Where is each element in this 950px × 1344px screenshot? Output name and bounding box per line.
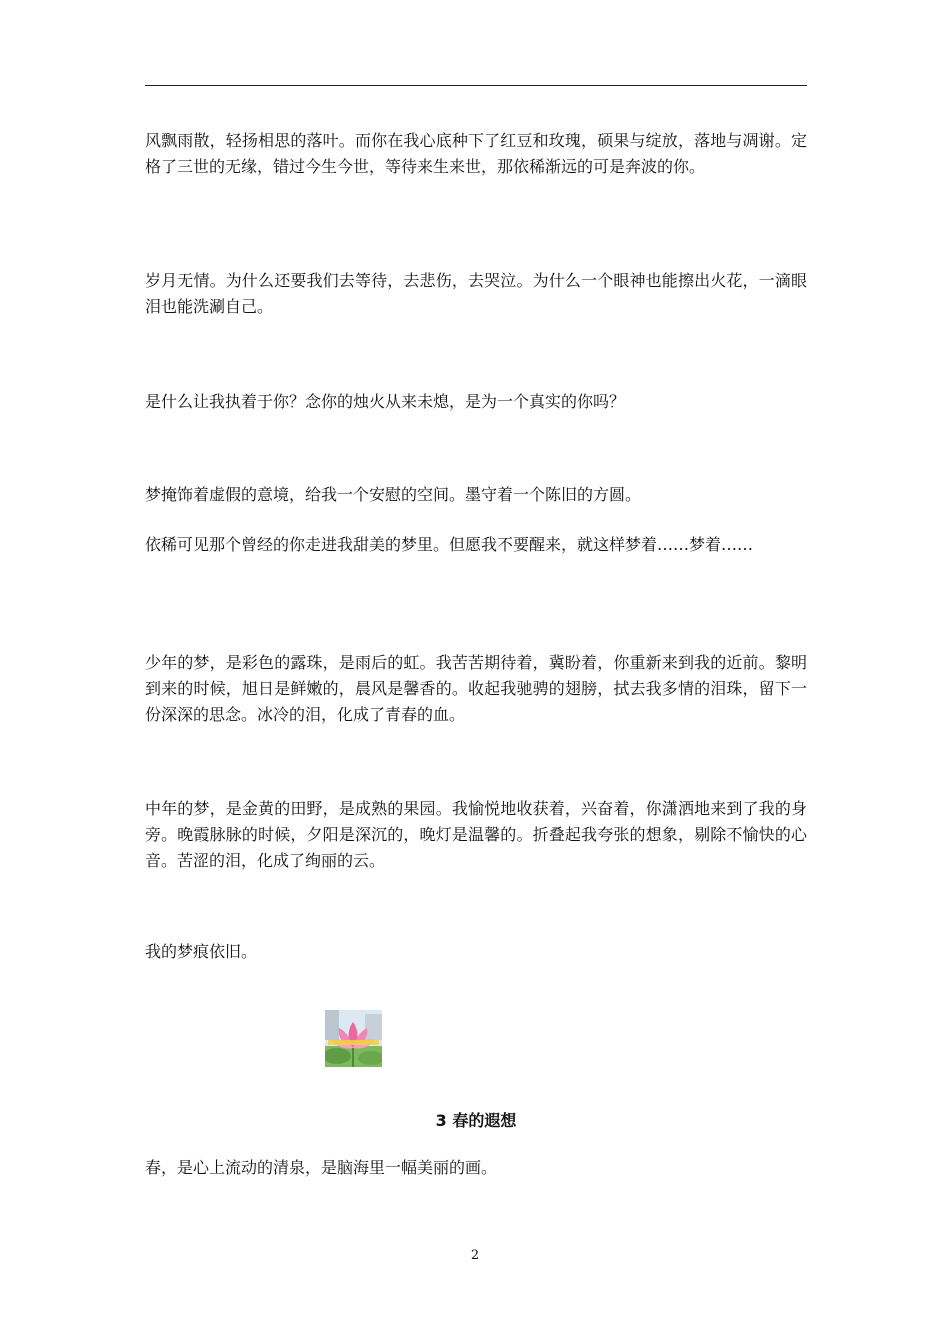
section-first-paragraph: 春，是心上流动的清泉，是脑海里一幅美丽的画。 [145, 1158, 498, 1177]
paragraph-8: 我的梦痕依旧。 [145, 942, 258, 961]
page-number: 2 [470, 1248, 480, 1263]
header-rule [145, 85, 807, 86]
paragraph-4: 梦掩饰着虚假的意境，给我一个安慰的空间。墨守着一个陈旧的方圆。 [145, 485, 642, 504]
section-heading: 3 春的遐想 [435, 1111, 517, 1130]
paragraph-6: 少年的梦，是彩色的露珠，是雨后的虹。我苦苦期待着，冀盼着，你重新来到我的近前。黎明到来的时候，旭日是鲜嫩的，晨风是馨香的。收起我驰骋的翅膀，拭去我多情的泪珠，留下一份深深的思念。冰冷的泪，化成了青春的血。 [145, 653, 807, 724]
paragraph-3: 是什么让我执着于你？念你的烛火从来未熄，是为一个真实的你吗？ [145, 392, 626, 411]
paragraph-2: 岁月无情。为什么还要我们去等待，去悲伤，去哭泣。为什么一个眼神也能擦出火花，一滴眼泪也能洗涮自己。 [145, 271, 807, 316]
paragraph-5: 依稀可见那个曾经的你走进我甜美的梦里。但愿我不要醒来，就这样梦着……梦着…… [145, 535, 754, 554]
paragraph-1: 风飘雨散，轻扬相思的落叶。而你在我心底种下了红豆和玫瑰，硕果与绽放，落地与凋谢。定格了三世的无缘，错过今生今世，等待来生来世，那依稀渐远的可是奔波的你。 [145, 131, 807, 176]
lotus-flower-image [325, 1010, 382, 1067]
paragraph-7: 中年的梦，是金黄的田野，是成熟的果园。我愉悦地收获着，兴奋着，你潇洒地来到了我的身旁。晚霞脉脉的时候，夕阳是深沉的，晚灯是温馨的。折叠起我夸张的想象，剔除不愉快的心音。苦涩的泪，化成了绚丽的云。 [145, 799, 807, 870]
